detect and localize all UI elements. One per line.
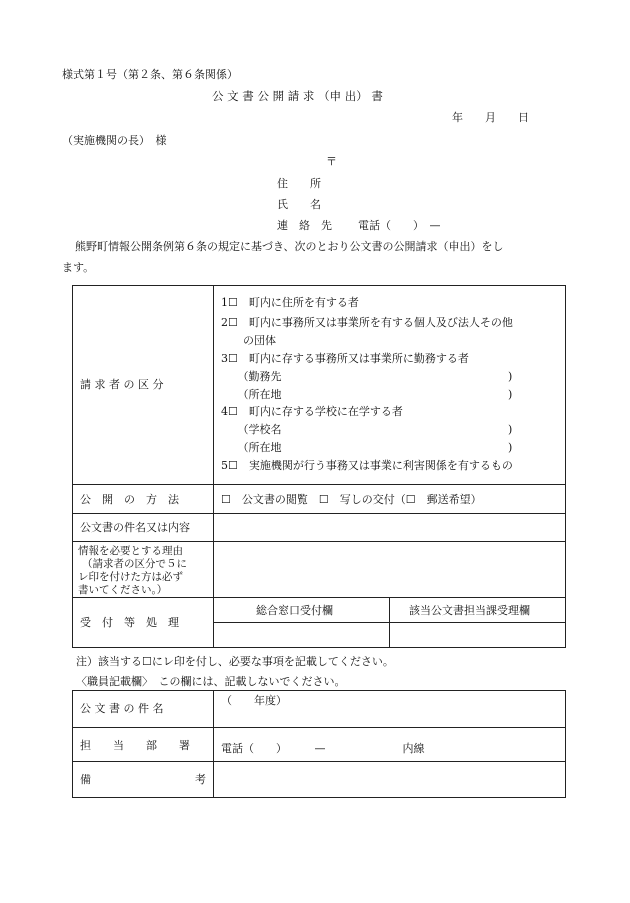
reception-col-department: 該当公文書担当課受理欄 bbox=[409, 604, 530, 617]
method-label: 公 開 の 方 法 bbox=[80, 493, 179, 506]
method-options[interactable]: ☐ 公文書の閲覧 ☐ 写しの交付（☐ 郵送希望） bbox=[221, 493, 482, 506]
table1-right-border bbox=[565, 285, 566, 648]
contact-label: 連 絡 先 bbox=[277, 219, 332, 232]
intro-text-cont: ます。 bbox=[62, 261, 95, 274]
reason-note: （請求者の区分で５に bbox=[82, 558, 187, 570]
table2-row-divider bbox=[72, 727, 565, 728]
option-4[interactable]: 4☐ 町内に存する学校に在学する者 bbox=[221, 405, 403, 418]
document-field[interactable] bbox=[214, 514, 564, 541]
close-paren: ) bbox=[508, 441, 513, 454]
option-1[interactable]: 1☐ 町内に住所を有する者 bbox=[221, 296, 359, 309]
doc-name-year[interactable]: （ 年度） bbox=[221, 694, 287, 707]
option-3[interactable]: 3☐ 町内に存する事務所又は事業所に勤務する者 bbox=[221, 352, 469, 365]
staff-section-header: 〈職員記載欄〉 この欄には、記載しないでください。 bbox=[76, 675, 346, 688]
table1-reception-divider bbox=[389, 597, 390, 648]
document-label: 公文書の件名又は内容 bbox=[80, 521, 190, 534]
reception-label: 受 付 等 処 理 bbox=[80, 616, 179, 629]
school-field[interactable]: （学校名 bbox=[221, 423, 282, 436]
note-text: 注）該当する☐にレ印を付し、必要な事項を記載してください。 bbox=[76, 655, 394, 668]
form-title: 公 文 書 公 開 請 求 （申 出） 書 bbox=[212, 89, 383, 103]
requester-class-label: 請 求 者 の 区 分 bbox=[80, 378, 164, 391]
workplace-location-field[interactable]: （所在地 bbox=[221, 388, 282, 401]
option-2[interactable]: 2☐ 町内に事務所又は事業所を有する個人及び法人その他 bbox=[221, 316, 513, 329]
close-paren: ) bbox=[508, 388, 513, 401]
department-phone[interactable]: 電話（ ） — 内線 bbox=[221, 742, 425, 755]
table1-bottom-border bbox=[72, 647, 565, 648]
option-5[interactable]: 5☐ 実施機関が行う事務又は事業に利害関係を有するもの bbox=[221, 459, 513, 472]
name-label: 氏 名 bbox=[277, 198, 321, 211]
table1-row-divider bbox=[72, 484, 565, 485]
table1-top-border bbox=[72, 285, 565, 286]
table2-bottom-border bbox=[72, 797, 565, 798]
school-location-field[interactable]: （所在地 bbox=[221, 441, 282, 454]
table2-left-border bbox=[72, 690, 73, 798]
intro-text: 熊野町情報公開条例第６条の規定に基づき、次のとおり公文書の公開請求（申出）をし bbox=[75, 240, 504, 253]
remarks-field[interactable] bbox=[214, 762, 564, 797]
close-paren: ) bbox=[508, 370, 513, 383]
address-label: 住 所 bbox=[277, 177, 321, 190]
date-line: 年 月 日 bbox=[452, 111, 529, 124]
reason-label: 情報を必要とする理由 bbox=[78, 545, 183, 557]
table1-row-divider bbox=[72, 597, 565, 598]
reception-col-general: 総合窓口受付欄 bbox=[256, 604, 333, 617]
addressee: （実施機関の長） 様 bbox=[62, 134, 167, 147]
close-paren: ) bbox=[508, 423, 513, 436]
option-2-cont: の団体 bbox=[221, 334, 276, 347]
table1-left-border bbox=[72, 285, 73, 648]
phone-label: 電話（ ） — bbox=[358, 219, 441, 232]
reason-note: 書いてください。） bbox=[78, 584, 168, 596]
department-label: 担 当 部 署 bbox=[80, 739, 190, 752]
remarks-label-end: 考 bbox=[195, 773, 206, 786]
form-number: 様式第１号（第２条、第６条関係） bbox=[62, 68, 238, 81]
reason-note: レ印を付けた方は必ず bbox=[78, 571, 183, 583]
table2-right-border bbox=[565, 690, 566, 798]
workplace-field[interactable]: （勤務先 bbox=[221, 370, 282, 383]
table2-top-border bbox=[72, 690, 565, 691]
postal-mark: 〒 bbox=[326, 155, 337, 168]
reason-field[interactable] bbox=[214, 542, 564, 597]
remarks-label: 備 bbox=[80, 773, 91, 786]
doc-name-label: 公 文 書 の 件 名 bbox=[80, 702, 164, 715]
